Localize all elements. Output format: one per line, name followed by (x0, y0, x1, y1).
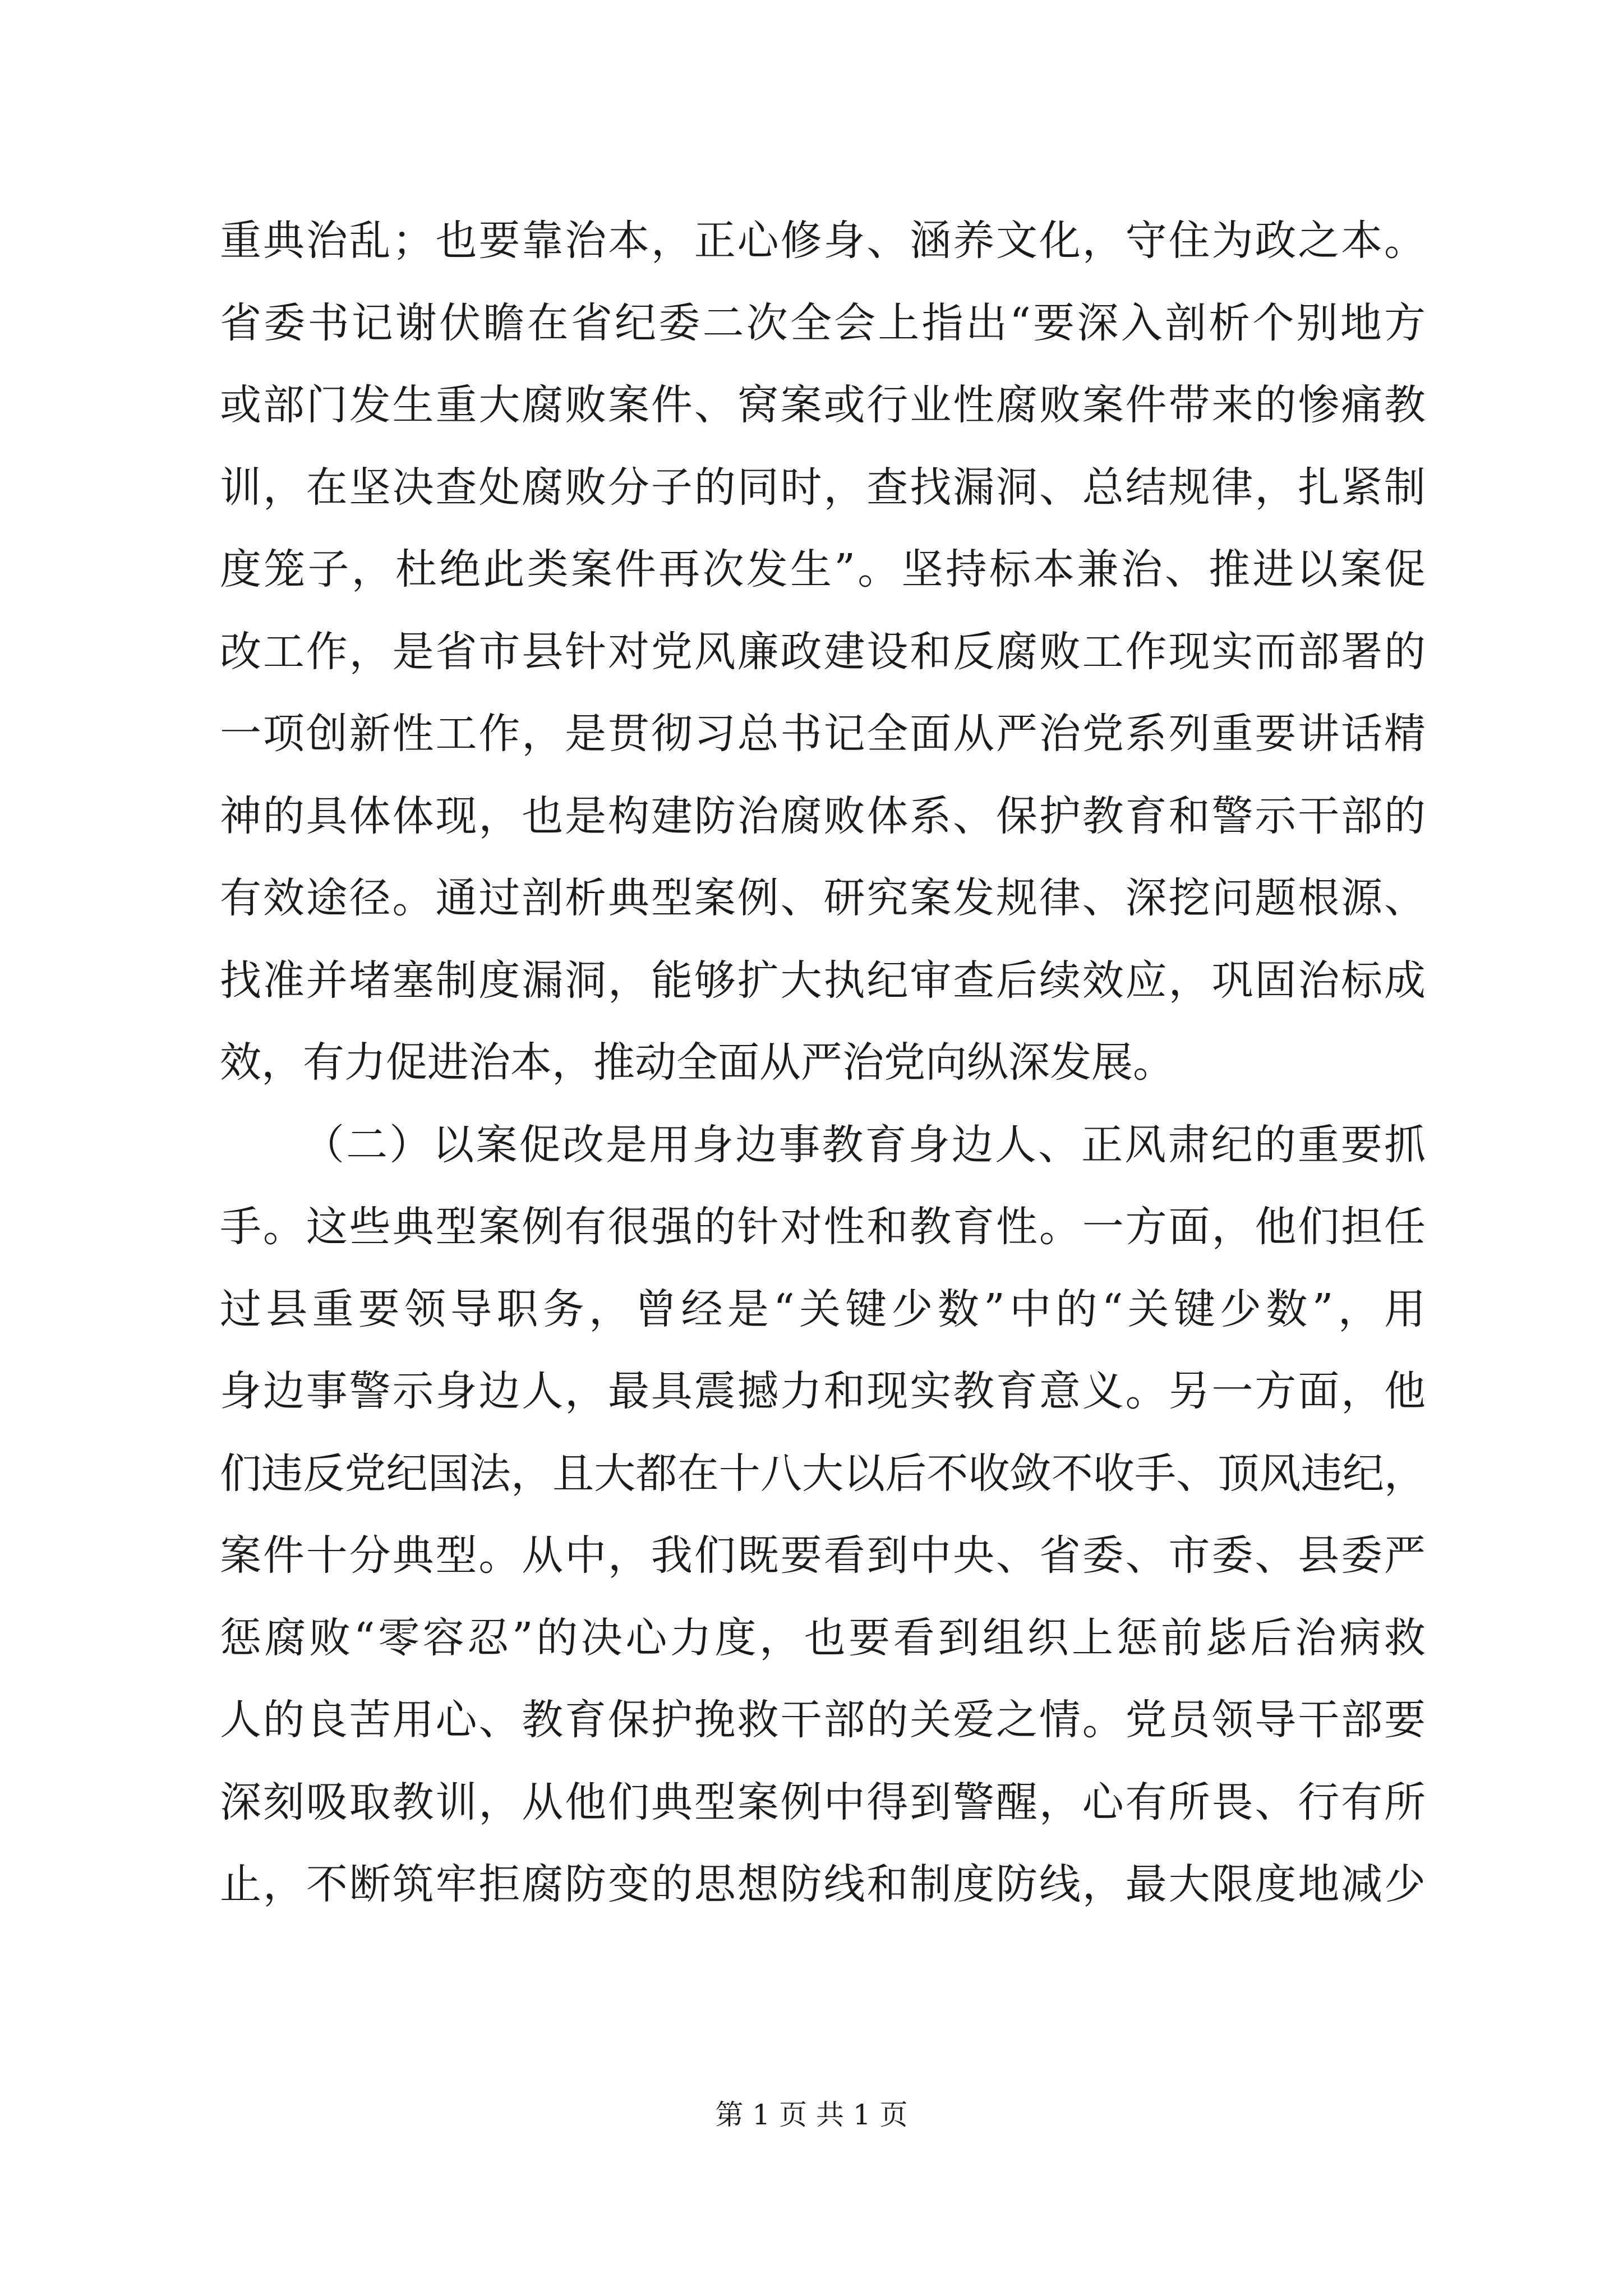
paragraph-1 (220, 200, 1426, 1104)
text-line: 过县重要领导职务，曾经是“关键少数”中的“关键少数”，用 (220, 1285, 1426, 1333)
text-line: 身边事警示身边人，最具震撼力和现实教育意义。另一方面，他 (220, 1367, 1426, 1415)
text-line: 案件十分典型。从中，我们既要看到中央、省委、市委、县委严 (220, 1531, 1426, 1580)
text-line: 有效途径。通过剖析典型案例、研究案发规律、深挖问题根源、 (220, 874, 1426, 922)
text-line: 省委书记谢伏瞻在省纪委二次全会上指出“要深入剖析个别地方 (220, 298, 1426, 347)
document-body (220, 200, 1426, 1926)
text-line: 深刻吸取教训，从他们典型案例中得到警醒，心有所畏、行有所 (220, 1778, 1426, 1826)
text-line: 人的良苦用心、教育保护挽救干部的关爱之情。党员领导干部要 (220, 1696, 1426, 1744)
text-line: 一项创新性工作，是贯彻习总书记全面从严治党系列重要讲话精 (220, 710, 1426, 758)
text-line: 或部门发生重大腐败案件、窝案或行业性腐败案件带来的惨痛教 (220, 381, 1426, 429)
text-line: 神的具体体现，也是构建防治腐败体系、保护教育和警示干部的 (220, 792, 1426, 840)
text-line: （二）以案促改是用身边事教育身边人、正风肃纪的重要抓 (303, 1120, 1426, 1169)
text-line: 们违反党纪国法，且大都在十八大以后不收敛不收手、顶风违纪， (220, 1449, 1426, 1498)
text-line: 手。这些典型案例有很强的针对性和教育性。一方面，他们担任 (220, 1203, 1426, 1251)
paragraph-2 (220, 1104, 1426, 1926)
text-line: 找准并堵塞制度漏洞，能够扩大执纪审查后续效应，巩固治标成 (220, 956, 1426, 1005)
text-line: 训，在坚决查处腐败分子的同时，查找漏洞、总结规律，扎紧制 (220, 463, 1426, 512)
text-line: 效，有力促进治本，推动全面从严治党向纵深发展。 (220, 1038, 1174, 1087)
text-line: 止，不断筑牢拒腐防变的思想防线和制度防线，最大限度地减少 (220, 1860, 1426, 1908)
text-line: 惩腐败“零容忍”的决心力度，也要看到组织上惩前毖后治病救 (220, 1613, 1426, 1662)
text-line: 重典治乱；也要靠治本，正心修身、涵养文化，守住为政之本。 (220, 217, 1426, 265)
page-footer (0, 2095, 1623, 2134)
text-line: 改工作，是省市县针对党风廉政建设和反腐败工作现实而部署的 (220, 627, 1426, 676)
page-number: 第 1 页 共 1 页 (715, 2099, 908, 2131)
text-line: 度笼子，杜绝此类案件再次发生”。坚持标本兼治、推进以案促 (220, 545, 1426, 593)
